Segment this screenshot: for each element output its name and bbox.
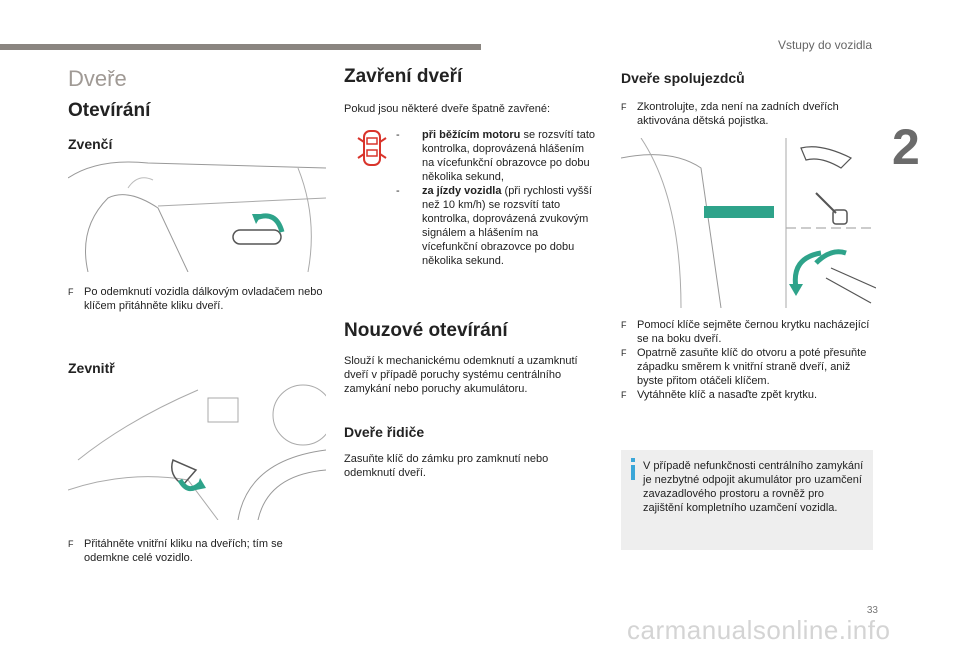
section-title: Vstupy do vozidla <box>777 38 872 52</box>
inside-heading <box>68 360 115 376</box>
page-heading: Dveře <box>68 66 127 91</box>
emergency-text: Slouží k mechanickému odemknutí a uzamknutí dveří v případě poruchy systému centrálního zamykání nebo poruchy akumulátoru. <box>344 355 578 395</box>
inside-instructions <box>68 537 328 565</box>
info-text: V případě nefunkčnosti centrálního zamykání je nezbytné odpojit akumulátor pro uzamčení zavazadlového prostoru a rovněž pro zajištění kompletního uzamčení vozidla. <box>643 460 864 514</box>
chapter-number: 2 <box>892 119 920 175</box>
closing-conditions <box>396 128 596 268</box>
step-item: F Pomocí klíče sejměte černou krytku nacházející se na boku dveří. <box>621 319 870 345</box>
outside-handle-illustration <box>68 158 326 272</box>
info-icon <box>628 458 638 480</box>
inside-bullet: F Přitáhněte vnitřní kliku na dveřích; tím se odemkne celé vozidlo. <box>68 538 283 564</box>
outside-bullet: F Po odemknutí vozidla dálkovým ovladačem nebo klíčem přitáhněte kliku dveří. <box>68 286 323 312</box>
outside-title: Zvenčí <box>68 136 113 152</box>
driver-door-title: Dveře řidiče <box>344 424 425 440</box>
child-lock-bullet: F Zkontrolujte, zda není na zadních dveřích aktivována dětská pojistka. <box>621 101 839 127</box>
door-open-warning-icon <box>356 128 388 170</box>
closing-intro: Pokud jsou některé dveře špatně zavřené: <box>344 103 551 115</box>
outside-instructions <box>68 285 328 313</box>
opening-title: Otevírání <box>68 100 151 121</box>
inside-handle-illustration <box>68 380 326 520</box>
passenger-title: Dveře spolujezdců <box>621 70 745 86</box>
closing-item-driving: - za jízdy vozidla (při rychlosti vyšší než 10 km/h) se rozsvítí tato kontrolka, doprovázená zvukovým signálem a hlášením na vícefunkční obrazovce po dobu několika sekund. <box>396 185 592 267</box>
emergency-section <box>344 320 584 480</box>
passenger-steps <box>621 318 876 402</box>
closing-title: Zavření dveří <box>344 66 463 87</box>
step-item: F Vytáhněte klíč a nasaďte zpět krytku. <box>621 389 818 401</box>
column-2 <box>344 66 604 116</box>
info-box <box>621 450 873 550</box>
inside-title: Zevnitř <box>68 360 115 376</box>
closing-item-engine: - při běžícím motoru se rozsvítí tato kontrolka, doprovázená hlášením na vícefunkční obrazovce po dobu několika sekund, <box>396 129 595 183</box>
bullet-mark: F <box>68 287 74 297</box>
header-bar <box>0 44 481 50</box>
emergency-title: Nouzové otevírání <box>344 320 508 341</box>
driver-door-text: Zasuňte klíč do zámku pro zamknutí nebo odemknutí dveří. <box>344 453 549 479</box>
column-1 <box>68 66 326 152</box>
watermark: carmanualsonline.info <box>627 615 891 645</box>
step-item: F Opatrně zasuňte klíč do otvoru a poté přesuňte západku směrem k vnitřní straně dveří, aniž byste přitom otáčeli klíčem. <box>621 347 867 387</box>
page-number: 33 <box>866 605 878 616</box>
column-3 <box>621 70 876 128</box>
passenger-lock-illustration <box>621 138 876 308</box>
